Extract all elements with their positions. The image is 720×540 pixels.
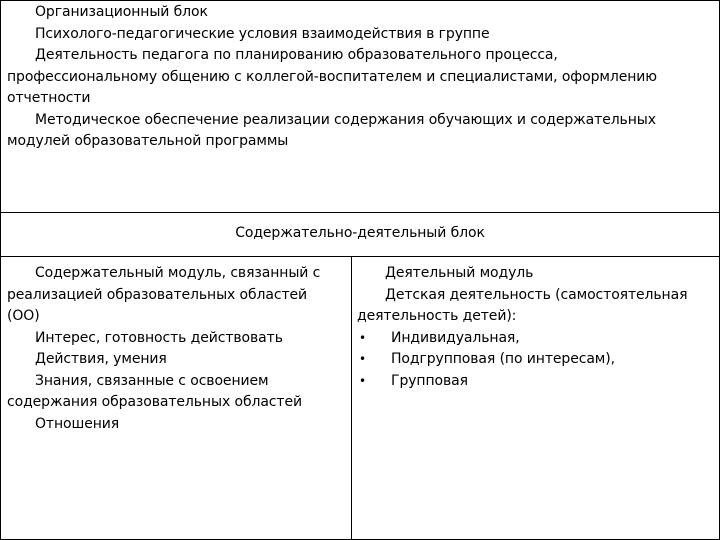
top-para2-line2: профессиональному общению с коллегой-воспитателем и специалистами, оформлению: [7, 68, 657, 85]
activity-module-subtitle-bold: Детская деятельность: [385, 286, 551, 303]
top-para3-line2: модулей образовательной программы: [7, 133, 289, 149]
content-module-item-actions: Действия, умения: [35, 351, 167, 367]
content-module-cell: [7, 263, 347, 435]
list-item-label: Подгрупповая (по интересам),: [391, 351, 615, 367]
organizational-block-title: Организационный блок: [35, 4, 208, 20]
table-border-left: [0, 0, 1, 540]
top-para2-line3: отчетности: [7, 90, 91, 106]
activity-module-title: Деятельный модуль: [385, 265, 534, 281]
organizational-block-cell: [7, 2, 713, 153]
column-divider: [351, 256, 352, 540]
list-item: [357, 349, 715, 371]
content-module-title-line2: реализацией образовательных областей: [7, 286, 308, 303]
content-module-item-relations: Отношения: [35, 415, 120, 432]
list-item: [357, 328, 715, 350]
top-para2-line1: Деятельность педагога по планированию образовательного процесса,: [35, 47, 558, 63]
activity-module-cell: [357, 263, 715, 392]
list-item-label: Индивидуальная,: [391, 329, 520, 346]
row-divider-2: [0, 256, 720, 257]
bullet-icon: •: [359, 352, 366, 366]
table-border-top: [0, 0, 720, 1]
list-item-label: Групповая: [391, 372, 468, 389]
content-module-item-knowledge-line1: Знания, связанные с освоением: [35, 372, 269, 389]
content-module-title-line1: Содержательный модуль, связанный с: [35, 265, 321, 281]
content-module-title-line3: (ОО): [7, 308, 40, 324]
activity-module-subtitle-line2: деятельность детей):: [357, 308, 517, 324]
top-para3-line1: Методическое обеспечение реализации содержания обучающих и содержательных: [35, 111, 656, 128]
content-module-item-interest: Интерес, готовность действовать: [35, 329, 283, 346]
activity-module-subtitle-line1: [357, 285, 715, 307]
bullet-icon: •: [359, 373, 366, 388]
content-module-item-knowledge-line2: содержания образовательных областей: [7, 394, 302, 410]
list-item: [357, 371, 715, 393]
bullet-icon: •: [359, 330, 366, 345]
top-line-conditions: Психолого-педагогические условия взаимодействия в группе: [35, 25, 490, 42]
content-activity-block-cell: [0, 213, 720, 253]
content-activity-block-title: Содержательно-деятельный блок: [235, 225, 485, 241]
activity-module-subtitle-rest: (самостоятельная: [550, 286, 688, 303]
